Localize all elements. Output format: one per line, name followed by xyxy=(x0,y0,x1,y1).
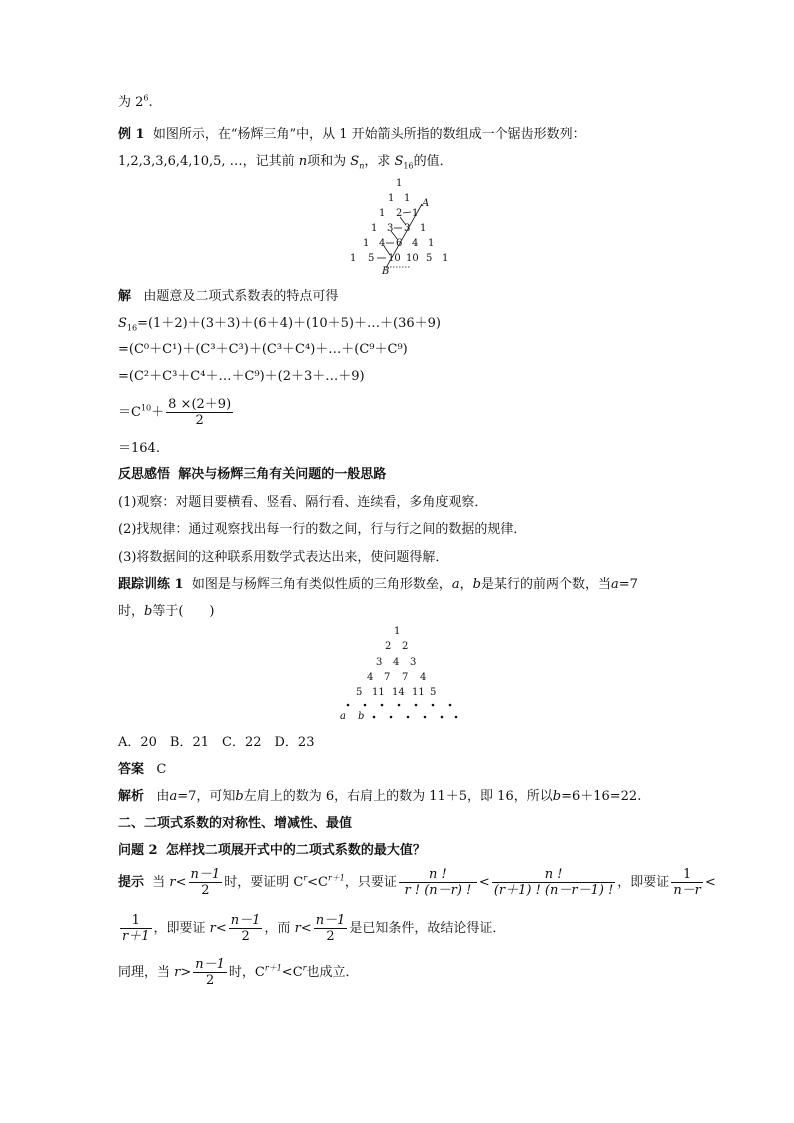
answer-line xyxy=(118,761,166,779)
arrow xyxy=(403,212,411,213)
question2-line: 问题 2 怎样找二项展开式中的二项式系数的最大值？ xyxy=(118,843,426,858)
tri1-cell: 1 xyxy=(396,178,403,189)
tri1-cell: 1 xyxy=(428,238,435,249)
reflection-item: (1)观察：对题目要横看、竖看、隔行看、连续看，多角度观察． xyxy=(118,495,488,510)
tri1-cell: 5 xyxy=(368,253,375,264)
tri1-cell: 1 xyxy=(379,208,386,219)
practice-line1: 跟踪训练 1 如图是与杨辉三角有类似性质的三角形数垒，a，b是某行的前两个数，当a=7 xyxy=(118,577,638,592)
fraction: $\frac{n-1}{2}$ xyxy=(195,957,225,988)
dot xyxy=(373,716,376,719)
dot xyxy=(398,704,401,707)
reflection-item: (3)将数据间的这种联系用数学式表达出来，使问题得解． xyxy=(118,550,449,565)
dot xyxy=(390,716,393,719)
section2-title: 二、二项式系数的对称性、增减性、最值 xyxy=(118,816,353,831)
solution-line3: =(C²＋C³＋C⁴＋…＋C⁹)＋(2＋3＋…＋9) xyxy=(118,369,365,384)
tri1-cell: 1 xyxy=(350,253,357,264)
analysis-label: 解析 xyxy=(118,789,145,804)
tri2-cell: 11 xyxy=(412,687,425,698)
tri2-cell: 3 xyxy=(376,657,383,668)
solution-line4: $=C^{10}+$ $\frac{8 \times(2+9)}{2}$ xyxy=(118,397,232,428)
tri1-cell: 10 xyxy=(388,253,401,264)
practice-line2: 时，b等于( ) xyxy=(118,604,215,619)
fraction: $\frac{n !}{(r+1) ! (n-r-1) !}$ xyxy=(493,867,614,898)
fraction: $\frac{n-1}{2}$ xyxy=(190,867,221,898)
tri2-cell: 7 xyxy=(384,672,391,683)
practice-label: 跟踪训练 1 xyxy=(118,577,184,592)
arrow xyxy=(384,246,390,255)
hint-line2: $\frac{1}{r+1}$ ，即要证 r< $\frac{n-1}{2}$ ，而 r< $\frac{n-1}{2}$ 是已知条件，故结论得证． xyxy=(122,913,506,944)
example1-line2: 1,2,3,3,6,4,10,5, …，记其前 n项和为 $S_n$，求 $S_{16}$的值． xyxy=(118,154,453,171)
example1-label: 例 1 xyxy=(118,127,145,142)
example1-line1: 例 1 如图所示，在“杨辉三角”中，从 1 开始箭头所指的数组成一个锯齿形数列： xyxy=(118,127,586,142)
arrow xyxy=(400,217,406,225)
label-a: a xyxy=(340,711,346,722)
tri1-cell: 6 xyxy=(396,238,403,249)
solution-line1: $S_{16}=(1+2)+(3+3)+(6+4)+(10+5)+\dots+(36+9)$ xyxy=(118,316,441,333)
dot xyxy=(424,716,427,719)
tri2-cell: 1 xyxy=(394,626,401,637)
tri2-cell: 5 xyxy=(356,687,363,698)
fraction: $\frac{n !}{r ! (n-r) !}$ xyxy=(399,867,477,898)
solution-line5: ＝164. xyxy=(118,441,160,456)
tri1-cell: 1 xyxy=(388,193,395,204)
tri1-cell: 3 xyxy=(404,223,411,234)
reflection-title: 反思感悟 xyxy=(118,467,171,482)
dot xyxy=(407,716,410,719)
tri2-cell: 4 xyxy=(367,672,374,683)
tri1-cell: 1 xyxy=(371,223,378,234)
dot xyxy=(455,716,458,719)
answer-value: C xyxy=(156,762,167,777)
dot xyxy=(381,704,384,707)
tri1-cell: 2 xyxy=(396,208,403,219)
dots-figure xyxy=(336,626,466,726)
tri1-cell: 1 xyxy=(420,223,427,234)
solution-heading: 解 由题意及二项式系数表的特点可得 xyxy=(118,289,339,304)
label-b: b xyxy=(358,711,365,722)
number-triangle-figure xyxy=(336,626,466,726)
analysis-line: 解析 由a=7，可知b左肩上的数为 6，右肩上的数为 11＋5，即 16，所以b=6＋16=22. xyxy=(118,789,642,804)
fraction: $\frac{n-1}{2}$ xyxy=(315,913,346,944)
fraction: $\frac{n-1}{2}$ xyxy=(230,913,261,944)
diagonal-line-AB xyxy=(386,204,422,268)
tri2-cell: 7 xyxy=(402,672,409,683)
tri1-cell: 5 xyxy=(426,253,433,264)
tri2-cell: 14 xyxy=(392,687,405,698)
same-line: 同理，当 r> $\frac{n-1}{2}$ 时，$C^{r+1}<C^r$也成立． xyxy=(118,957,359,988)
dot xyxy=(441,716,444,719)
reflection-item: (2)找规律：通过观察找出每一行的数之间，行与行之间的数据的规律． xyxy=(118,522,527,537)
question2-label: 问题 2 xyxy=(118,843,158,858)
fraction: $\frac{1}{n-r}$ xyxy=(673,867,701,898)
hint-line1: 提示 当 r< $\frac{n-1}{2}$ 时，要证明 $C^r<C^{r+1}$，只要证 $\frac{n !}{r ! (n-r) !}$ < $\frac{n !}{(r+1) ! (n-r-1) !}$ ，即要证 $\frac{1}{n-r}$ < xyxy=(118,867,716,898)
dot xyxy=(415,704,418,707)
arrow xyxy=(391,231,398,240)
tri2-cell: 11 xyxy=(372,687,385,698)
tri1-cell: 1 xyxy=(363,238,370,249)
answer-label: 答案 xyxy=(118,762,145,777)
dot xyxy=(347,704,350,707)
tri1-cell: 3 xyxy=(387,223,394,234)
intro-line: 为 $2^6$. xyxy=(118,93,153,110)
tri1-cell: 10 xyxy=(406,253,419,264)
dot xyxy=(364,704,367,707)
reflection-heading: 反思感悟 解决与杨辉三角有关问题的一般思路 xyxy=(118,467,387,482)
tri2-cell: 2 xyxy=(402,641,409,652)
tri1-cell: 4 xyxy=(412,238,419,249)
label-A: A xyxy=(422,198,430,209)
dot xyxy=(432,704,435,707)
options-line: A．20 B．21 C．22 D．23 xyxy=(118,735,315,750)
solution-label: 解 xyxy=(118,289,132,304)
zigzag-arrows-figure xyxy=(340,178,460,278)
solution-line2: =(C⁰＋C¹)＋(C³＋C³)＋(C³＋C⁴)＋…＋(C⁹＋C⁹) xyxy=(118,342,408,357)
tri1-cell: 1 xyxy=(404,193,411,204)
fraction: $\frac{8 \times(2+9)}{2}$ xyxy=(168,397,232,428)
tri2-cell: 3 xyxy=(410,657,417,668)
yang-hui-triangle-figure xyxy=(340,178,460,278)
dot xyxy=(449,704,452,707)
tri2-cell: 2 xyxy=(385,641,392,652)
fraction: $\frac{1}{r+1}$ xyxy=(122,913,150,944)
tri2-cell: 4 xyxy=(393,657,400,668)
tri2-cell: 4 xyxy=(420,672,427,683)
tri2-cell: 5 xyxy=(430,687,437,698)
label-B: B xyxy=(382,266,390,277)
hint-label: 提示 xyxy=(118,875,145,890)
tri1-cell: 1 xyxy=(412,208,419,219)
tri1-cell: 1 xyxy=(442,253,449,264)
tri1-cell: 4 xyxy=(379,238,386,249)
